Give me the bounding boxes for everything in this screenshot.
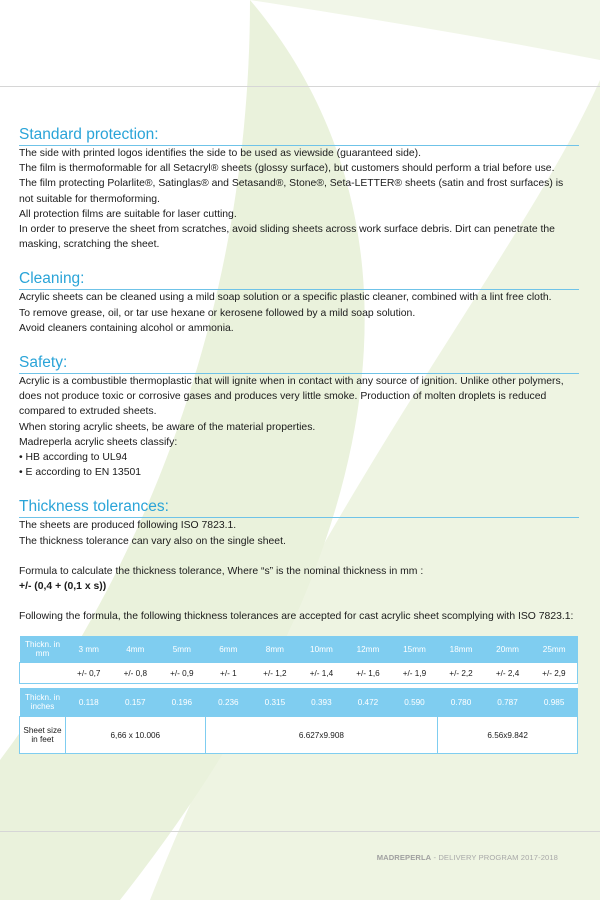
mm-cell: 3 mm [66,636,113,663]
table-row-mm [20,636,578,663]
inch-cell: 0.157 [112,688,159,717]
mm-cell: 25mm [531,636,578,663]
top-rule [0,86,600,87]
inch-cell: 0.315 [252,688,299,717]
inch-cell: 0.590 [391,688,438,717]
mm-cell: 10mm [298,636,345,663]
standard-line: All protection films are suitable for laser cutting. [19,208,237,220]
tolerance-empty-cell [20,663,66,684]
section-thickness-tolerances [19,497,579,754]
tolerance-cell: +/- 2,2 [438,663,485,684]
inch-cell: 0.472 [345,688,392,717]
mm-cell: 8mm [252,636,299,663]
safety-line: • E according to EN 13501 [19,467,142,479]
row-label-sheet-size: Sheet size in feet [20,717,66,754]
footer-brand: MADREPERLA [376,853,432,862]
standard-line: The film protecting Polarlite®, Satinglas® and Setasand®, Stone®, Seta-LETTER® sheets (satin and frost surfaces) is not suitable for thermoforming. [19,178,564,205]
standard-protection-heading: Standard protection: [19,125,579,146]
safety-line: When storing acrylic sheets, be aware of the material properties. [19,421,316,433]
mm-cell: 5mm [159,636,206,663]
footer [377,853,558,862]
standard-line: The side with printed logos identifies the side to be used as viewside (guaranteed side). [19,148,422,159]
thickness-heading: Thickness tolerances: [19,497,579,518]
thickness-line: The thickness tolerance can vary also on the single sheet. [19,535,286,547]
tolerance-cell: +/- 2,4 [484,663,531,684]
standard-line: In order to preserve the sheet from scratches, avoid sliding sheets across work surface debris. Dirt can penetrate the masking, scratching the sheet. [19,224,555,251]
table-intro: Following the formula, the following thickness tolerances are accepted for cast acrylic sheet scomplying with ISO 7823.1: [19,611,574,623]
formula: +/- (0,4 + (0,1 x s)) [19,581,107,593]
sheet-size-cell: 6.56x9.842 [438,717,578,754]
thickness-line: The sheets are produced following ISO 7823.1. [19,520,237,532]
table-row-sheet-size [20,717,578,754]
inch-cell: 0.393 [298,688,345,717]
inch-cell: 0.787 [484,688,531,717]
footer-text: - DELIVERY PROGRAM 2017-2018 [431,853,558,862]
cleaning-heading: Cleaning: [19,269,579,290]
mm-cell: 4mm [112,636,159,663]
inch-cell: 0.118 [66,688,113,717]
tolerance-cell: +/- 1,2 [252,663,299,684]
tolerance-table [19,636,578,754]
cleaning-line: To remove grease, oil, or tar use hexane or kerosene followed by a mild soap solution. [19,307,416,319]
inch-cell: 0.196 [159,688,206,717]
safety-heading: Safety: [19,353,579,374]
bottom-rule [0,831,600,832]
table-row-inches [20,688,578,717]
leaf-shape-top [250,0,600,60]
tolerance-cell: +/- 1,9 [391,663,438,684]
cleaning-line: Avoid cleaners containing alcohol or ammonia. [19,322,234,334]
section-cleaning [19,269,579,336]
tolerance-cell: +/- 1,4 [298,663,345,684]
cleaning-line: Acrylic sheets can be cleaned using a mild soap solution or a specific plastic cleaner, combined with a lint free cloth. [19,292,552,304]
tolerance-cell: +/- 0,8 [112,663,159,684]
sheet-size-cell: 6.627x9.908 [205,717,438,754]
tolerance-cell: +/- 0,7 [66,663,113,684]
page-content [19,125,579,754]
safety-line: • HB according to UL94 [19,452,128,464]
formula-intro: Formula to calculate the thickness tolerance, Where “s” is the nominal thickness in mm : [19,565,424,577]
mm-cell: 6mm [205,636,252,663]
inch-cell: 0.236 [205,688,252,717]
inch-cell: 0.780 [438,688,485,717]
mm-cell: 20mm [484,636,531,663]
inch-cell: 0.985 [531,688,578,717]
mm-cell: 15mm [391,636,438,663]
mm-cell: 18mm [438,636,485,663]
row-label-mm: Thickn. in mm [20,636,66,663]
sheet-size-cell: 6,66 x 10.006 [66,717,206,754]
tolerance-cell: +/- 0,9 [159,663,206,684]
safety-line: Madreperla acrylic sheets classify: [19,436,178,448]
tolerance-cell: +/- 1,6 [345,663,392,684]
table-row-tolerance [20,663,578,684]
row-label-inches: Thickn. in inches [20,688,66,717]
tolerance-cell: +/- 1 [205,663,252,684]
section-standard-protection [19,125,579,252]
section-safety [19,353,579,480]
standard-line: The film is thermoformable for all Setacryl® sheets (glossy surface), but customers should perform a trial before use. [19,163,555,175]
mm-cell: 12mm [345,636,392,663]
safety-line: Acrylic is a combustible thermoplastic that will ignite when in contact with any source of ignition. Unlike other polymers, does not produce toxic or corrosive gases and produces very little smoke. Production of molten droplets is reduced compared to extruded sheets. [19,376,564,418]
tolerance-cell: +/- 2,9 [531,663,578,684]
